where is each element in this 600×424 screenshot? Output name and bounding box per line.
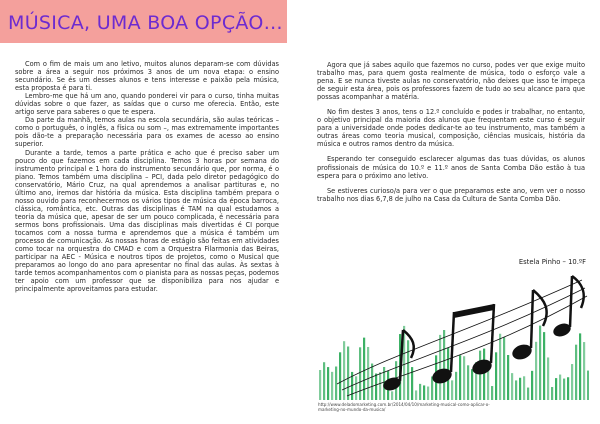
equalizer-bar: [419, 384, 421, 400]
article-paragraph: Se estiveres curioso/a para ver o que preparamos este ano, vem ver o nosso trabalho nos dias 6,7,8 de julho na Casa da Cultura de Santa Comba Dão.: [317, 186, 585, 203]
equalizer-bar: [451, 380, 453, 400]
equalizer-bar: [563, 379, 565, 400]
equalizer-bar: [491, 386, 493, 400]
equalizer-bar: [363, 338, 365, 400]
equalizer-bar: [347, 347, 349, 400]
equalizer-bar: [375, 374, 377, 400]
equalizer-bar: [471, 369, 473, 400]
equalizer-bar: [467, 365, 469, 400]
equalizer-bar: [515, 380, 517, 400]
equalizer-bar: [567, 377, 569, 400]
equalizer-bar: [527, 388, 529, 400]
equalizer-bar: [439, 335, 441, 400]
equalizer-bar: [531, 371, 533, 400]
article-paragraph: No fim destes 3 anos, tens o 12.º concluído e podes ir trabalhar, no entanto, o objetivo principal da maioria dos alunos que frequentam este curso é seguir para a universidade onde podes dedicar-te ao teu instrumento, mas também a outras áreas como teoria musical, composição, ciências musicais, história da música e outros ramos dentro da música.: [317, 108, 585, 149]
equalizer-bar: [543, 332, 545, 400]
equalizer-bar: [423, 385, 425, 400]
left-column: [15, 60, 279, 293]
title-band: [0, 0, 287, 43]
article-paragraph: Da parte da manhã, temos aulas na escola secundária, são aulas teóricas – como o português, o inglês, a física ou som –, mas extremamente importantes pois dão-te a preparação necessária para os exames de acesso ao ensino superior.: [15, 116, 279, 149]
equalizer-bar: [555, 378, 557, 400]
equalizer-bar: [535, 342, 537, 400]
article-paragraph: Durante a tarde, temos a parte prática e acho que é preciso saber um pouco do que fazemos em cada disciplina. Temos 3 horas por semana do instrumento principal e 1 hora do instrumento secundário que, por norma, é o piano. Temos também uma disciplina – PCI, dada pelo diretor pedagógico do conservatório, Mário Cruz, na qual aprendemos a analisar partituras e, no último ano, iremos dar história da música. Esta disciplina também prepara o nosso ouvido para reconhecermos os vários tipos de música da época barroca, clássica, romântica, etc. Outras das disciplinas é TAM na qual estudamos a teoria da música que, apesar de ser um pouco complicada, é necessária para sermos bons profissionais. Uma das disciplinas mais divertidas é CI porque tocamos com a nossa turma e aprendemos que a música é também um processo de comunicação. As nossas horas de estágio são feitas em atividades como tocar na orquestra do CMAD e com a Orquestra Filarmonia das Beiras, participar na AEC - Música e noutros tipos de projetos, como o Musical que preparamos ao longo do ano para apresentar no final das aulas. Às sextas à tarde temos acompanhamentos com o pianista para as nossas peças, podemos ter apoio com um professor que se disponibiliza para nos ajudar e principalmente aproveitamos para estudar.: [15, 148, 279, 294]
equalizer-bar: [407, 340, 409, 400]
equalizer-bar: [331, 372, 333, 400]
equalizer-bar: [523, 376, 525, 400]
equalizer-bar: [459, 355, 461, 400]
equalizer-bar: [483, 349, 485, 400]
right-column: [317, 61, 585, 210]
equalizer-bar: [455, 372, 457, 400]
equalizer-bar: [495, 352, 497, 400]
equalizer-bar: [539, 326, 541, 400]
equalizer-bar: [339, 352, 341, 400]
equalizer-bar: [499, 334, 501, 400]
equalizer-bar: [343, 341, 345, 400]
equalizer-bar: [519, 378, 521, 400]
equalizer-bar: [551, 387, 553, 400]
article-paragraph: Esperando ter conseguido esclarecer algumas das tuas dúvidas, os alunos profissionais de música do 10.º e 11.º anos de Santa Comba Dão estão à tua espera para o próximo ano letivo.: [317, 155, 585, 180]
equalizer-bar: [427, 387, 429, 400]
equalizer-bar: [355, 376, 357, 400]
equalizer-bar: [327, 367, 329, 400]
equalizer-bar: [587, 371, 589, 400]
equalizer-bar: [367, 347, 369, 400]
article-paragraph: Lembro-me que há um ano, quando ponderei vir para o curso, tinha muitas dúvidas sobre o que fazer, as saídas que o curso me oferecia. Então, este artigo serve para saberes o que te espera.: [15, 92, 279, 117]
page-title: MÚSICA, UMA BOA OPÇÃO…: [8, 12, 283, 34]
equalizer-bar: [579, 333, 581, 400]
equalizer-bar: [319, 370, 321, 400]
equalizer-bar: [391, 391, 393, 400]
author-signature: Estela Pinho – 10.ºF: [518, 258, 586, 266]
equalizer-bar: [583, 342, 585, 400]
equalizer-bar: [359, 347, 361, 400]
equalizer-bar: [371, 364, 373, 400]
music-notes-icon: [337, 276, 587, 396]
article-paragraph: Com o fim de mais um ano letivo, muitos alunos deparam-se com dúvidas sobre a área a seguir nos próximos 3 anos de um nova etapa: o ensino secundário. Se és um desses alunos e tens interesse e paixão pela música, esta proposta é para ti.: [15, 60, 279, 93]
equalizer-bar: [415, 390, 417, 400]
equalizer-bar: [575, 345, 577, 400]
article-paragraph: Agora que já sabes aquilo que fazemos no curso, podes ver que exige muito trabalho mas, para quem gosta realmente de música, todo o esforço vale a pena. E se nunca tiveste aulas no conservatório, não deixes que isso te impeça de seguir esta área, pois os professores fazem de tudo ao seu alcance para que possas acompanhar a matéria.: [317, 61, 585, 102]
equalizer-bar: [323, 362, 325, 400]
equalizer-bar: [503, 337, 505, 400]
equalizer-bar: [463, 356, 465, 400]
equalizer-bar: [547, 357, 549, 400]
equalizer-bar: [379, 372, 381, 400]
equalizer-bar: [559, 375, 561, 400]
equalizer-bar: [507, 355, 509, 400]
equalizer-bar: [479, 351, 481, 400]
equalizer-bar: [443, 330, 445, 400]
image-caption: http://www.deladomarketing.com.br/2014/04/10/marketing-musical-como-aplicar-o-marketing-no-mundo-da-musica/: [318, 402, 490, 412]
music-notes-equalizer-image: [317, 272, 589, 407]
equalizer-bar: [571, 364, 573, 400]
equalizer-bar: [335, 367, 337, 400]
equalizer-bar: [511, 373, 513, 400]
